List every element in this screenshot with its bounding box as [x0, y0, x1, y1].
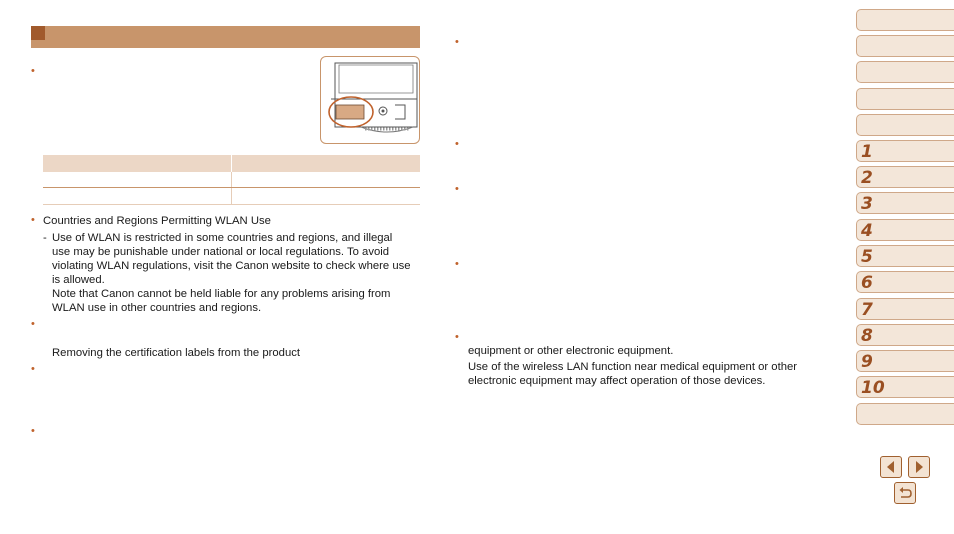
header-square-icon: [31, 26, 45, 40]
bullet-icon: •: [31, 65, 35, 77]
chapter-number: 4: [861, 221, 873, 241]
chapter-number: 7: [861, 300, 873, 320]
chapter-number: 10: [861, 378, 885, 398]
sidebar-tab-camera-basics[interactable]: [856, 114, 954, 136]
chapter-number: 2: [861, 168, 873, 188]
bullet-icon: •: [31, 363, 35, 375]
bullet-icon: •: [31, 425, 35, 437]
return-arrow-icon: [895, 483, 915, 503]
bullet-icon: •: [31, 214, 35, 226]
sidebar-tab-chapter-8[interactable]: [856, 324, 954, 346]
wlan-note-line: WLAN use in other countries and regions.: [52, 302, 262, 314]
sidebar-tab-chapter-9[interactable]: [856, 350, 954, 372]
camera-bottom-drawing: [321, 57, 419, 143]
wlan-heading: Countries and Regions Permitting WLAN Use: [43, 215, 271, 227]
labels-removal-line: Removing the certification labels from the product: [52, 347, 301, 359]
wlan-body-line: violating WLAN regulations, visit the Canon website to check where use: [52, 260, 411, 272]
table-row-divider: [43, 187, 420, 188]
wlan-note-line: Note that Canon cannot be held liable for any problems arising from: [52, 288, 391, 300]
camera-illustration: [320, 56, 420, 144]
table-bottom-rule: [43, 204, 420, 205]
bullet-icon: •: [455, 258, 459, 270]
return-button[interactable]: [894, 482, 916, 504]
sidebar-tab-chapter-4[interactable]: [856, 219, 954, 241]
sidebar-tab-chapter-5[interactable]: [856, 245, 954, 267]
chapter-number: 8: [861, 326, 873, 346]
sidebar-tab-chapter-7[interactable]: [856, 298, 954, 320]
table-column-divider: [231, 172, 232, 204]
sidebar-tab-chapter-2[interactable]: [856, 166, 954, 188]
previous-page-button[interactable]: [880, 456, 902, 478]
medical-line: equipment or other electronic equipment.: [468, 345, 674, 357]
sidebar-tab-advanced-guide[interactable]: [856, 88, 954, 110]
wlan-body-line: is allowed.: [52, 274, 105, 286]
sidebar-tab-basic-guide[interactable]: [856, 61, 954, 83]
table-header: [43, 155, 420, 172]
bullet-icon: •: [455, 183, 459, 195]
wlan-body-line: Use of WLAN is restricted in some countries and regions, and illegal: [52, 232, 393, 244]
bullet-icon: •: [455, 36, 459, 48]
chapter-number: 3: [861, 194, 873, 214]
wlan-body-line: use may be punishable under national or local regulations. To avoid: [52, 246, 390, 258]
chapter-number: 5: [861, 247, 873, 267]
sidebar-tab-chapter-10[interactable]: [856, 376, 954, 398]
sidebar-tab-before-use[interactable]: [856, 35, 954, 57]
sidebar-tab-chapter-6[interactable]: [856, 271, 954, 293]
section-header-bar: [31, 26, 420, 48]
sidebar-tab-chapter-1[interactable]: [856, 140, 954, 162]
bullet-icon: •: [31, 318, 35, 330]
bullet-icon: •: [455, 138, 459, 150]
sidebar-tab-index[interactable]: [856, 403, 954, 425]
bullet-icon: •: [455, 331, 459, 343]
chapter-number: 6: [861, 273, 873, 293]
chapter-number: 1: [861, 142, 873, 162]
medical-line: electronic equipment may affect operation of those devices.: [468, 375, 766, 387]
next-page-button[interactable]: [908, 456, 930, 478]
triangle-left-icon: [881, 457, 901, 477]
sidebar-tab-chapter-3[interactable]: [856, 192, 954, 214]
sidebar-tab-cover[interactable]: [856, 9, 954, 31]
chapter-number: 9: [861, 352, 873, 372]
triangle-right-icon: [909, 457, 929, 477]
dash-marker: -: [43, 232, 47, 244]
medical-line: Use of the wireless LAN function near medical equipment or other: [468, 361, 798, 373]
